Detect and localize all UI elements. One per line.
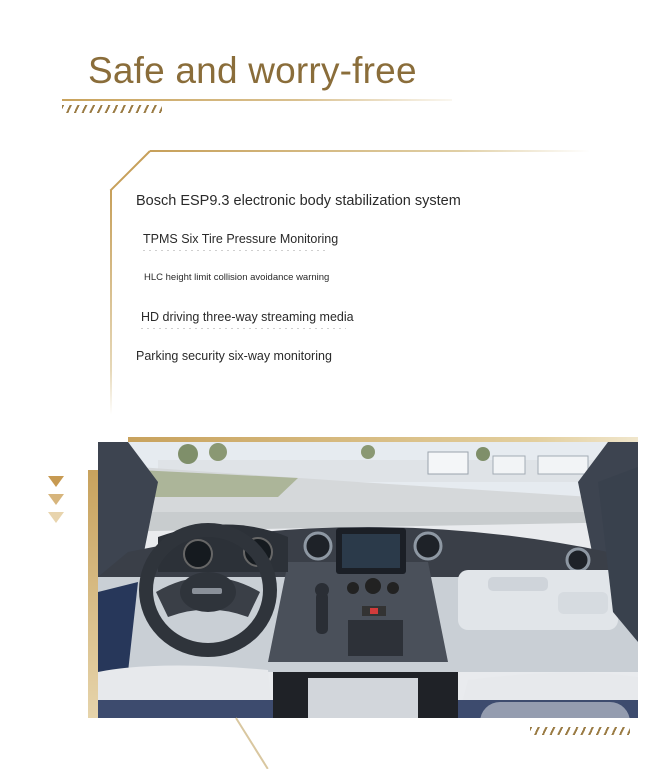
- decorative-hatch: [62, 105, 162, 113]
- feature-underline: [141, 328, 346, 329]
- feature-item: HLC height limit collision avoidance warning: [144, 272, 330, 283]
- cockpit-photo: [98, 442, 638, 718]
- page-title: Safe and worry-free: [88, 50, 417, 91]
- photo-frame-left: [88, 470, 98, 718]
- frame-left-line: [110, 190, 112, 415]
- feature-item: Parking security six-way monitoring: [136, 349, 332, 363]
- triangle-marker-icon: [48, 476, 64, 487]
- decorative-hatch-bottom: [530, 727, 630, 735]
- feature-item: HD driving three-way streaming media: [141, 310, 354, 324]
- decorative-line: [235, 717, 268, 769]
- triangle-marker-icon: [48, 512, 64, 523]
- watermark: [480, 702, 630, 742]
- triangle-marker-icon: [48, 494, 64, 505]
- frame-corner-line: [110, 150, 151, 191]
- feature-item: Bosch ESP9.3 electronic body stabilization system: [136, 193, 461, 209]
- feature-underline: [143, 250, 328, 251]
- frame-top-line: [150, 150, 590, 152]
- feature-item: TPMS Six Tire Pressure Monitoring: [143, 232, 339, 246]
- title-underline: [62, 99, 452, 101]
